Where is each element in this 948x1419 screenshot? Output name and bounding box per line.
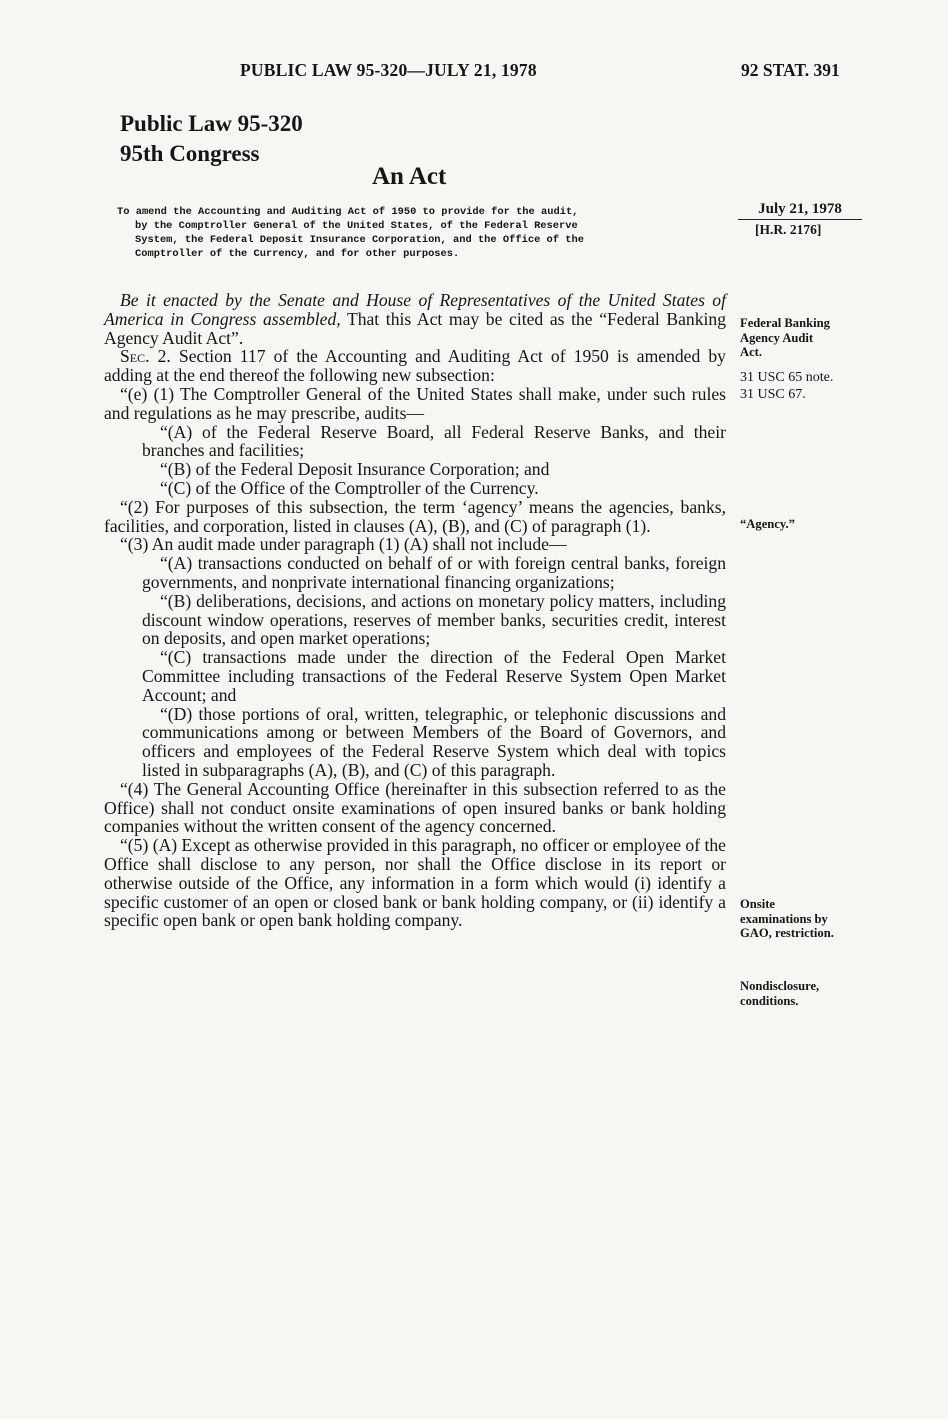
margin-note-line: Nondisclosure,: [740, 979, 820, 993]
margin-note-usc: [740, 369, 870, 403]
paragraph-e2: “(2) For purposes of this subsection, the term ‘agency’ means the agencies, banks, facilities, and corporation, listed in clauses (A), (B), and (C) of paragraph (1).: [104, 496, 726, 536]
margin-note-line: Agency Audit: [740, 330, 814, 345]
margin-note-nondisclosure: [740, 979, 870, 1008]
paragraph-e4: “(4) The General Accounting Office (hereinafter in this subsection referred to as the Office) shall not conduct onsite examinations of open insured banks or bank holding companies without the written consent of the agency concerned.: [104, 778, 726, 837]
enacting-clause-italic: Be it enacted by the Senate and House of Representatives of the United States of America in Congress assembled,: [104, 290, 726, 329]
margin-note-line: Act.: [740, 345, 763, 359]
paragraph-e3: “(3) An audit made under paragraph (1) (A) shall not include—: [120, 534, 567, 555]
running-head-title: PUBLIC LAW 95-320—JULY 21, 1978: [240, 60, 537, 80]
section-label: Sec. 2.: [120, 346, 171, 367]
clause-e3d: “(D) those portions of oral, written, telegraphic, or telephonic discussions and communications among or between Members of the Board of Governors, and officers and employees of the Federal Reserve System which deal with topics listed in subparagraphs (A), (B), and (C) of this paragraph.: [142, 703, 726, 780]
bill-number-note: [H.R. 2176]: [755, 222, 822, 237]
clause-e1a: “(A) of the Federal Reserve Board, all Federal Reserve Banks, and their branches and facilities;: [142, 421, 726, 461]
section-2-text: Section 117 of the Accounting and Auditing Act of 1950 is amended by adding at the end thereof the following new subsection:: [104, 346, 726, 386]
section-2: [104, 347, 726, 385]
clause-e3c: “(C) transactions made under the direction of the Federal Open Market Committee including transactions of the Federal Reserve System Open Market Account; and: [142, 647, 726, 705]
margin-note-line: examinations by: [740, 911, 828, 926]
margin-note-short-title: [740, 316, 870, 360]
clause-e1c: “(C) of the Office of the Comptroller of the Currency.: [160, 477, 539, 498]
paragraph-e5: “(5) (A) Except as otherwise provided in this paragraph, no officer or employee of the Office shall disclose to any person, nor shall the Office disclose in its report or otherwise outside of the Office, any information in a form which would (i) identify a specific customer of an open or closed bank or bank holding company, or (ii) identify a specific open bank or open bank holding company.: [104, 835, 726, 931]
act-heading: An Act: [372, 163, 447, 190]
margin-note-line: conditions.: [740, 993, 799, 1008]
enacting-clause-text: That this Act may be cited as the “Federal Banking Agency Audit Act”.: [104, 308, 726, 348]
purpose-line: System, the Federal Deposit Insurance Corporation, and the Office of the: [135, 234, 584, 246]
clause-e1b: “(B) of the Federal Deposit Insurance Corporation; and: [160, 459, 550, 480]
purpose-line: Comptroller of the Currency, and for other purposes.: [135, 248, 460, 260]
congress-label: 95th Congress: [120, 141, 260, 166]
margin-note-line: Onsite: [740, 897, 775, 911]
margin-note-line: 31 USC 67.: [740, 387, 806, 402]
act-body: [104, 291, 726, 930]
running-head-stat: 92 STAT. 391: [741, 60, 840, 80]
paragraph-e1: “(e) (1) The Comptroller General of the United States shall make, under such rules and regulations as he may prescribe, audits—: [104, 383, 726, 423]
enactment-date-note: July 21, 1978: [738, 201, 862, 220]
purpose-line: by the Comptroller General of the United States, of the Federal Reserve: [135, 220, 578, 232]
margin-note-line: 31 USC 65 note.: [740, 370, 834, 385]
margin-note-line: Federal Banking: [740, 316, 830, 330]
enacting-clause: [104, 291, 726, 347]
margin-note-line: GAO, restriction.: [740, 926, 834, 940]
clause-e3b: “(B) deliberations, decisions, and actions on monetary policy matters, including discount window operations, reserves of member banks, securities credit, interest on deposits, and open market operations;: [142, 590, 726, 649]
margin-note-onsite: [740, 897, 870, 941]
margin-note-agency: “Agency.”: [740, 517, 795, 531]
clause-e3a: “(A) transactions conducted on behalf of or with foreign central banks, foreign governments, and nonprivate international financing organizations;: [142, 553, 726, 592]
public-law-number: Public Law 95-320: [120, 111, 303, 136]
purpose-clause: [117, 205, 726, 261]
purpose-line: To amend the Accounting and Auditing Act of 1950 to provide for the audit,: [117, 206, 579, 218]
